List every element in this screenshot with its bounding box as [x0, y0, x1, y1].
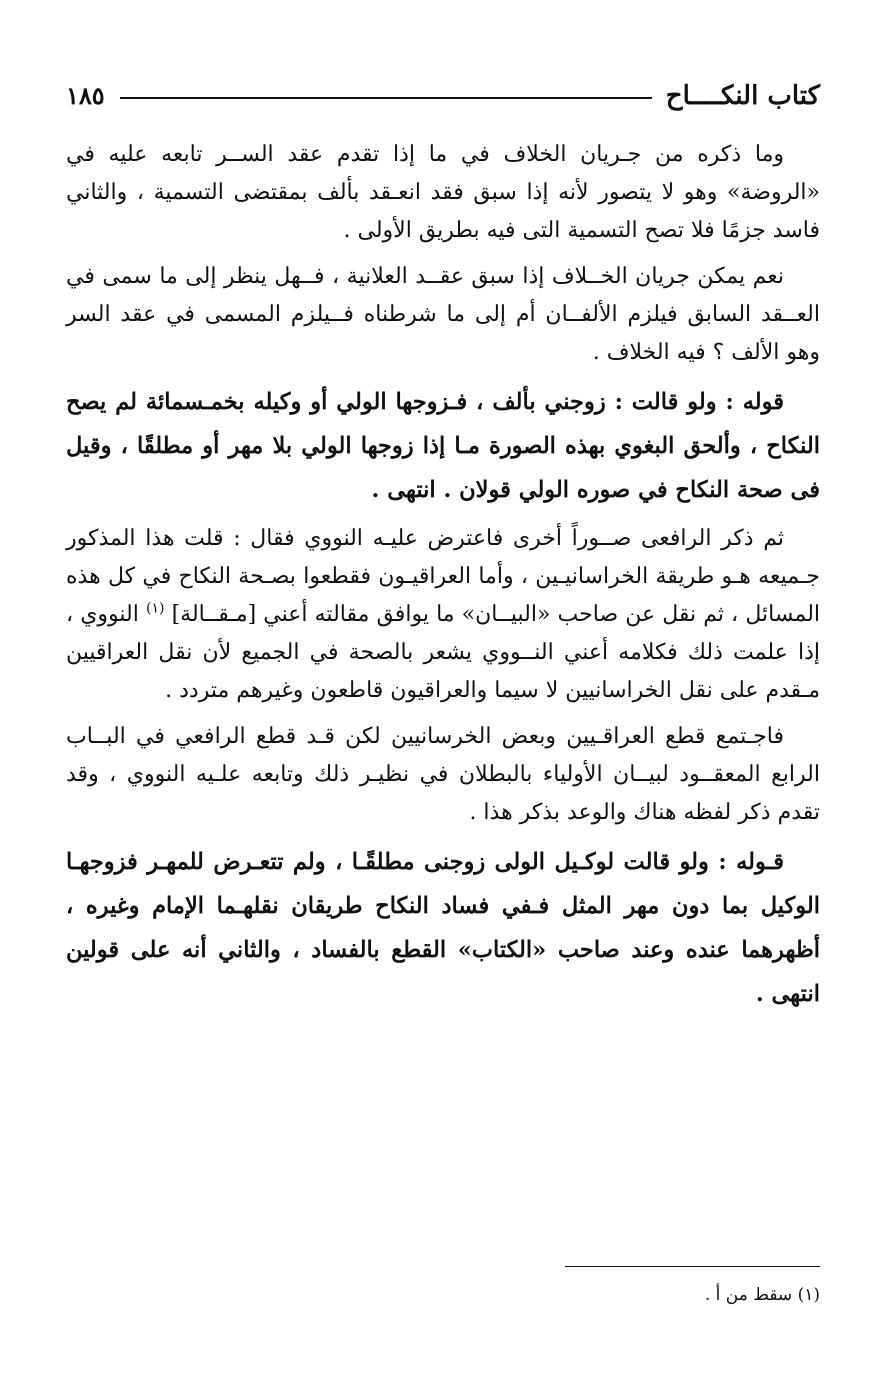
page-number: ١٨٥ — [66, 81, 105, 110]
paragraph-4-text-before: ثم ذكر الرافعى صــوراً أخرى فاعترض عليـه النووي فقال : قلت هذا المذكور جـميعه هـو طريقة الخراسانيـين ، وأما العراقيـون فقطعوا بصـحة النكاح في كل هذه المسائل ، ثم نقل عن صاحب «البيــان» ما يوافق مقالته أعني [مـقــالة] — [66, 526, 821, 627]
paragraph-4 — [66, 520, 820, 710]
footnote-reference[interactable]: (١) — [146, 600, 165, 617]
footnote-rule — [565, 1266, 820, 1267]
quoted-statement-2: قـوله : ولو قالت لوكـيل الولى زوجنى مطلقًـا ، ولم تتعـرض للمهـر فزوجهـا الوكيل بما دون مهر المثل فـفي فساد النكاح طريقان نقلهـما الإمام وغيره ، أظهرهما عنده وعند صاحب «الكتاب» القطع بالفساد ، والثاني أنه على قولين انتهى . — [66, 849, 820, 1007]
page-body — [66, 136, 820, 1024]
paragraph-5: فاجـتمع قطع العراقـيين وبعض الخرسانيين لكن قـد قطع الرافعي في البــاب الرابع المعقــود لبيــان الأولياء بالبطلان في نظيـر ذلك وتابعه علـيه النووي ، وقد تقدم ذكر لفظه هناك والوعد بذكر هذا . — [66, 724, 820, 825]
running-title: كتاب النكــــاح — [665, 81, 820, 111]
quoted-statement-1: قوله : ولو قالت : زوجني بألف ، فـزوجها الولي أو وكيله بخمـسمائة لم يصح النكاح ، وألحق البغوي بهذه الصورة مـا إذا زوجها الولي بلا مهر أو مطلقًا ، وقيل فى صحة النكاح في صوره الولي قولان . انتهى . — [66, 389, 820, 503]
paragraph-4-text-after: النووي ، إذا علمت ذلك فكلامه أعني النــووي يشعر بالصحة في الجميع لأن نقل العراقيين مـقدم على نقل الخراسانيين لا سيما والعراقيون قاطعون وغيرهم متردد . — [66, 602, 820, 703]
header-rule — [120, 97, 652, 99]
book-page — [66, 60, 820, 1350]
footnote: (١) سقط من أ . — [704, 1285, 820, 1305]
paragraph-1: وما ذكره من جـريان الخلاف في ما إذا تقدم عقد الســر تابعه عليه في «الروضة» وهو لا يتصور لأنه إذا سبق فقد انعـقد بألف بمقتضى التسمية ، والثاني فاسد جزمًا فلا تصح التسمية التى فيه بطريق الأولى . — [66, 142, 820, 243]
page-header — [66, 76, 820, 116]
paragraph-2: نعم يمكن جريان الخــلاف إذا سبق عقــد العلانية ، فــهل ينظر إلى ما سمى في العــقد السابق فيلزم الألفــان أم إلى ما شرطناه فــيلزم المسمى في عقد السر وهو الألف ؟ فيه الخلاف . — [66, 264, 820, 365]
